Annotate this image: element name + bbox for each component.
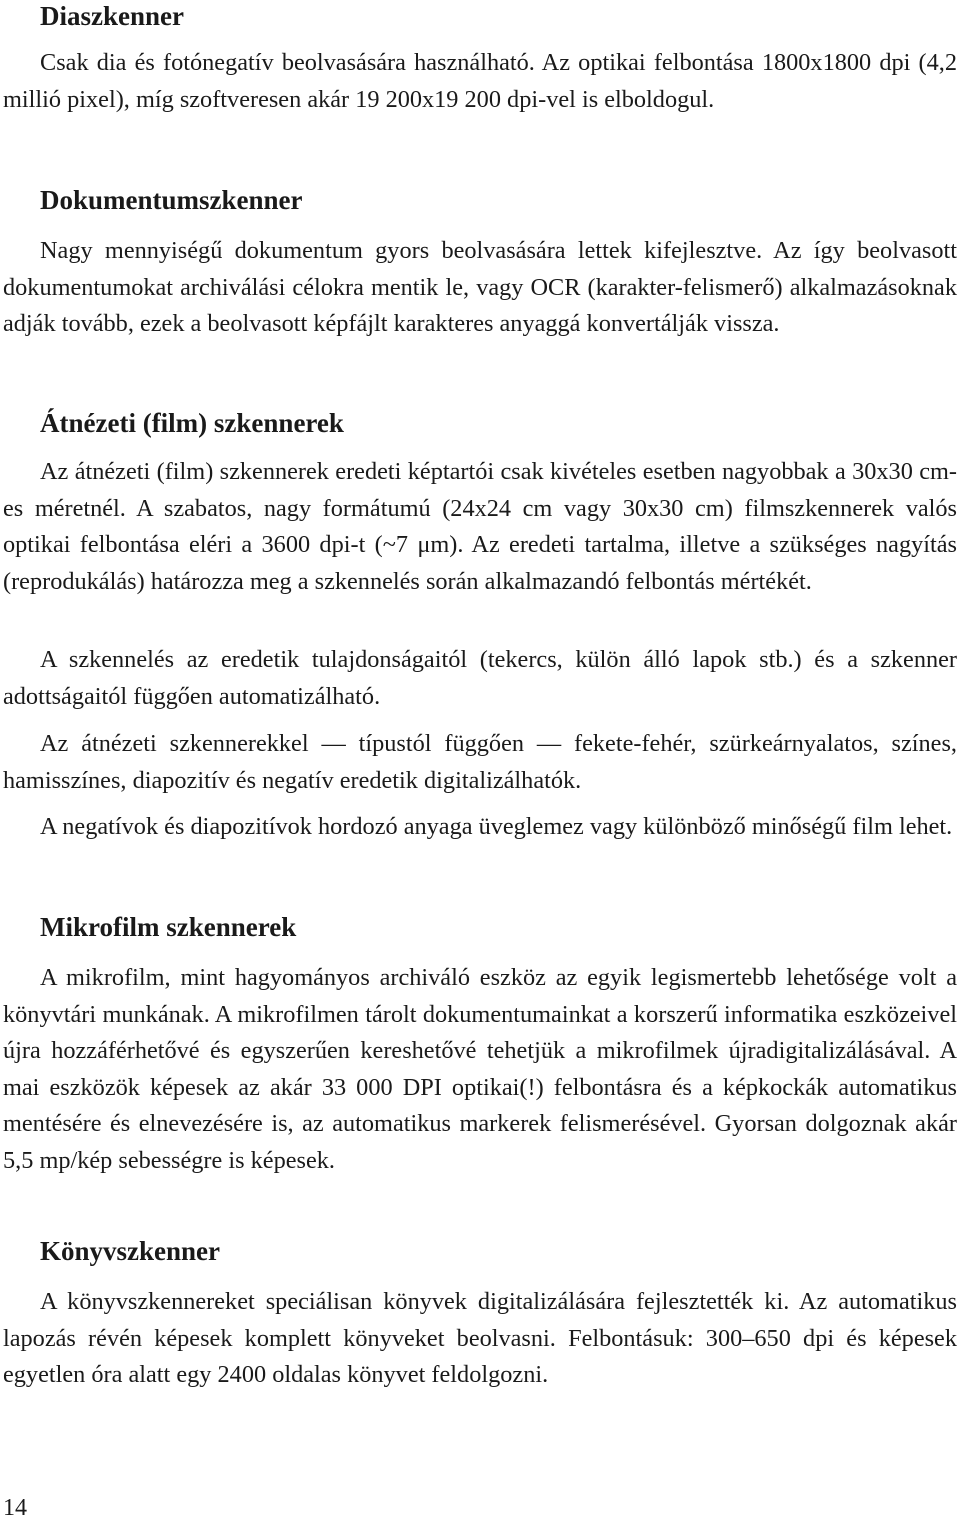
paragraph: Csak dia és fotónegatív beolvasására használható. Az optikai felbontása 1800x1800 dpi (4,2 millió pixel), míg szoftveresen akár 19 200x19 200 dpi-vel is elboldogul. [3, 49, 957, 113]
section-heading-mikrofilm-szkennerek: Mikrofilm szkennerek [40, 912, 297, 942]
paragraph: A negatívok és diapozitívok hordozó anyaga üveglemez vagy különböző minőségű film lehet. [40, 813, 953, 840]
section-heading-diaszkenner: Diaszkenner [40, 1, 184, 31]
section-heading-atnezeti-szkennerek: Átnézeti (film) szkennerek [40, 408, 344, 438]
section-heading-konyvszkenner: Könyvszkenner [40, 1236, 221, 1266]
paragraph: A mikrofilm, mint hagyományos archiváló eszköz az egyik legismertebb lehetősége volt a könyvtári munkának. A mikrofilmen tárolt dokumentumainkat a korszerű informatika eszközeivel újra hozzáférhetővé és egyszerűen kereshetővé tehetjük a mikrofilmek újradigitalizálásával. A mai eszközök képesek az akár 33 000 DPI optikai(!) felbontásra és a képkockák automatikus mentésére és elnevezésére is, az automatikus markerek felismerésével. Gyorsan dolgoznak akár 5,5 mp/kép sebességre is képesek. [3, 964, 957, 1174]
page-number: 14 [3, 1495, 27, 1521]
paragraph: A könyvszkennereket speciálisan könyvek digitalizálására fejlesztették ki. Az automatikus lapozás révén képesek komplett könyveket beolvasni. Felbontásuk: 300–650 dpi és képesek egyetlen óra alatt egy 2400 oldalas könyvet feldolgozni. [3, 1288, 957, 1388]
paragraph: Az átnézeti (film) szkennerek eredeti képtartói csak kivételes esetben nagyobbak a 30x30 cm-es méretnél. A szabatos, nagy formátumú (24x24 cm vagy 30x30 cm) filmszkennerek valós optikai felbontása eléri a 3600 dpi-t (~7 μm). Az eredeti tartalma, illetve a szükséges nagyítás (reprodukálás) határozza meg a szkennelés során alkalmazandó felbontás mértékét. [3, 458, 957, 595]
paragraph: Az átnézeti szkennerekkel — típustól függően — fekete-fehér, szürkeárnyalatos, színes, hamisszínes, diapozitív és negatív eredetik digitalizálhatók. [3, 730, 957, 794]
section-heading-dokumentumszkenner: Dokumentumszkenner [40, 185, 303, 215]
paragraph: Nagy mennyiségű dokumentum gyors beolvasására lettek kifejlesztve. Az így beolvasott dokumentumokat archiválási célokra mentik le, vagy OCR (karakter-felismerő) alkalmazásoknak adják tovább, ezek a beolvasott képfájlt karakteres anyaggá konvertálják vissza. [3, 237, 957, 337]
paragraph: A szkennelés az eredetik tulajdonságaitól (tekercs, külön álló lapok stb.) és a szkenner adottságaitól függően automatizálható. [3, 646, 957, 710]
